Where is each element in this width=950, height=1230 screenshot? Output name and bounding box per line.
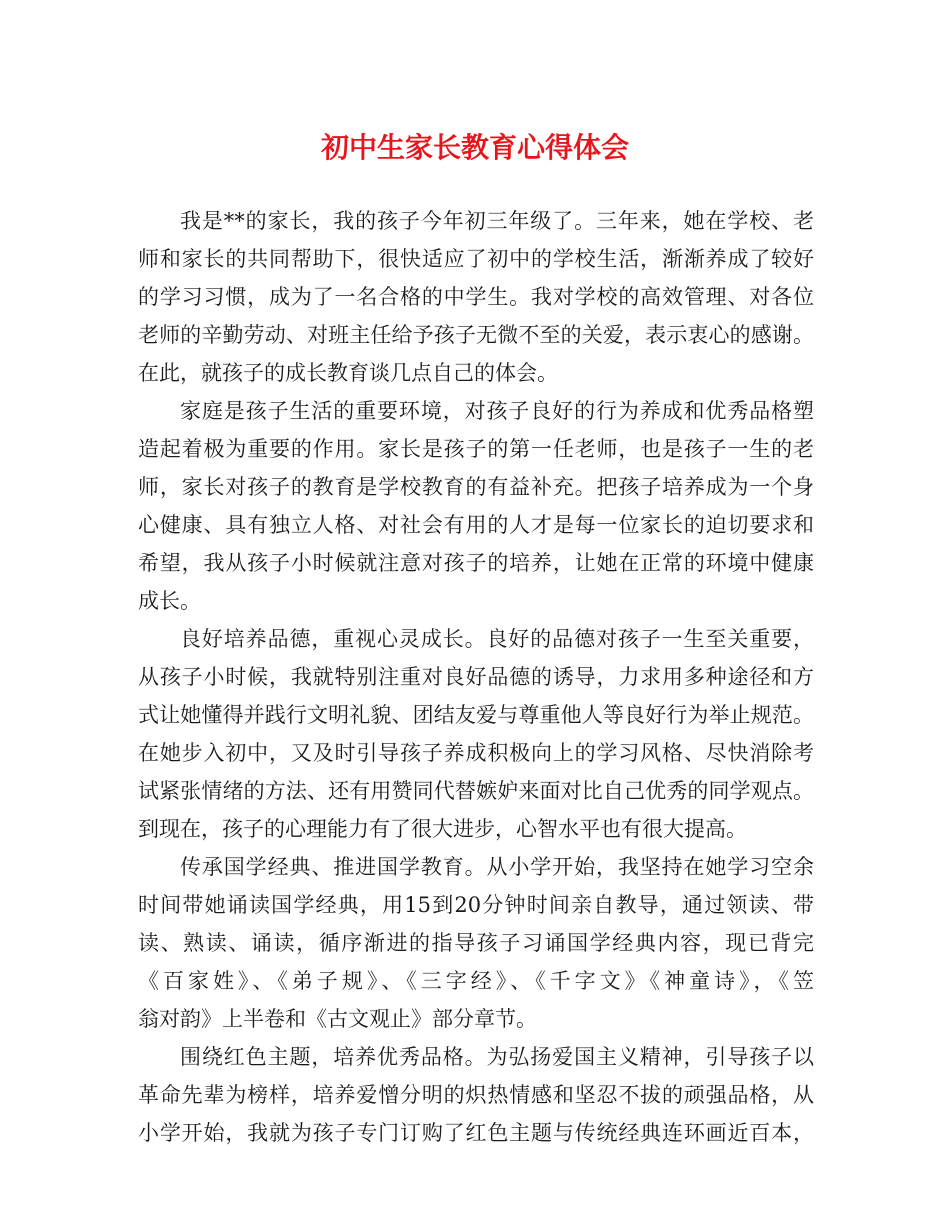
text-line: 翁对韵》上半卷和《古文观止》部分章节。 <box>138 1007 537 1031</box>
text-line: 传承国学经典、推进国学教育。从小学开始，我坚持在她学习空余 <box>180 855 814 879</box>
text-line: 成长。 <box>138 589 201 613</box>
text-line: 革命先辈为榜样，培养爱憎分明的炽热情感和坚忍不拔的顽强品格，从 <box>138 1083 814 1107</box>
text-line: 小学开始，我就为孩子专门订购了红色主题与传统经典连环画近百本， <box>138 1121 814 1145</box>
text-line: 我是**的家长，我的孩子今年初三年级了。三年来，她在学校、老 <box>180 209 814 233</box>
text-line: 的学习习惯，成为了一名合格的中学生。我对学校的高效管理、对各位 <box>138 285 814 309</box>
text-line: 时间带她诵读国学经典，用15到20分钟时间亲自教导，通过领读、带 <box>138 893 814 917</box>
text-line: 《百家姓》、《弟子规》、《三字经》、《千字文》《神童诗》，《笠 <box>138 969 814 993</box>
text-line: 读、熟读、诵读，循序渐进的指导孩子习诵国学经典内容，现已背完 <box>138 931 814 955</box>
text-line: 在此，就孩子的成长教育谈几点自己的体会。 <box>138 361 558 385</box>
paragraph-family-environment <box>138 392 814 620</box>
text-line: 试紧张情绪的方法、还有用赞同代替嫉妒来面对比自己优秀的同学观点。 <box>138 779 814 803</box>
paragraph-red-theme <box>138 1038 814 1152</box>
text-line: 良好培养品德，重视心灵成长。良好的品德对孩子一生至关重要， <box>180 627 814 651</box>
document-body <box>138 202 814 1152</box>
text-line: 到现在，孩子的心理能力有了很大进步，心智水平也有很大提高。 <box>138 817 747 841</box>
text-line: 师，家长对孩子的教育是学校教育的有益补充。把孩子培养成为一个身 <box>138 475 814 499</box>
text-line: 老师的辛勤劳动、对班主任给予孩子无微不至的关爱，表示衷心的感谢。 <box>138 323 814 347</box>
paragraph-introduction <box>138 202 814 392</box>
text-line: 心健康、具有独立人格、对社会有用的人才是每一位家长的迫切要求和 <box>138 513 814 537</box>
paragraph-classics-education <box>138 848 814 1038</box>
text-line: 式让她懂得并践行文明礼貌、团结友爱与尊重他人等良好行为举止规范。 <box>138 703 814 727</box>
text-line: 从孩子小时候，我就特别注重对良好品德的诱导，力求用多种途径和方 <box>138 665 814 689</box>
text-line: 家庭是孩子生活的重要环境，对孩子良好的行为养成和优秀品格塑 <box>180 399 814 423</box>
text-line: 造起着极为重要的作用。家长是孩子的第一任老师，也是孩子一生的老 <box>138 437 814 461</box>
text-line: 围绕红色主题，培养优秀品格。为弘扬爱国主义精神，引导孩子以 <box>180 1045 814 1069</box>
paragraph-moral-character <box>138 620 814 848</box>
document-title: 初中生家长教育心得体会 <box>320 131 629 164</box>
text-line: 师和家长的共同帮助下，很快适应了初中的学校生活，渐渐养成了较好 <box>138 247 814 271</box>
text-line: 希望，我从孩子小时候就注意对孩子的培养，让她在正常的环境中健康 <box>138 551 814 575</box>
text-line: 在她步入初中，又及时引导孩子养成积极向上的学习风格、尽快消除考 <box>138 741 814 765</box>
